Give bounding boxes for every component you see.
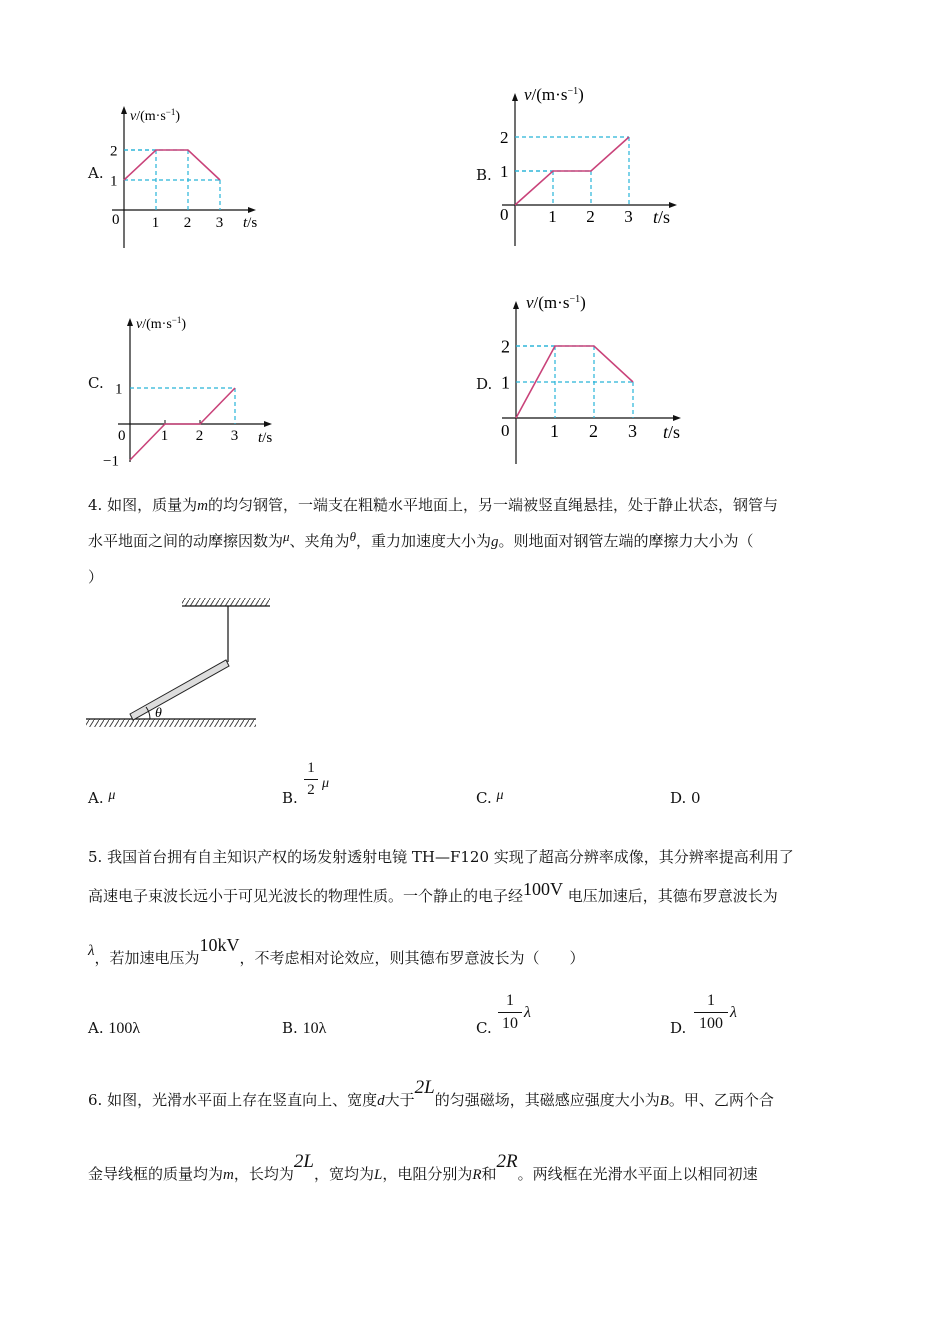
q5-voltage-2: 10kV	[199, 935, 240, 955]
q5-option-c-fraction	[498, 992, 522, 1033]
q4-line2	[88, 531, 753, 552]
graph-a-xtick-3: 3	[215, 215, 224, 231]
option-c-label: C.	[88, 374, 104, 392]
option-b-label: B.	[476, 166, 492, 184]
graph-d-xtick-3: 3	[627, 421, 637, 441]
graph-a-series	[124, 150, 220, 180]
graph-c	[100, 312, 290, 472]
q5-option-d-num: 1	[707, 992, 715, 1009]
q5-option-d-fraction	[694, 992, 728, 1033]
theta-label: θ	[155, 706, 162, 721]
graph-d-xlabel: t/s	[663, 422, 681, 442]
q6-var-R: R	[472, 1167, 482, 1183]
graph-b-ytick-1: 1	[500, 161, 509, 181]
graph-b-ytick-2: 2	[500, 127, 509, 147]
graph-d-ylabel: $v/(m\cdot s^{-1})$	[526, 293, 586, 312]
q5-text-2a: 高速电子束波长远小于可见光波长的物理性质。一个静止的电子经	[88, 887, 524, 905]
ceiling	[182, 598, 270, 606]
q5-option-c-label: C.	[476, 1019, 492, 1037]
q4-var-m: m	[197, 498, 208, 514]
q4-option-a-label: A.	[88, 789, 104, 807]
q4-text-2d: 。则地面对钢管左端的摩擦力大小为（	[498, 532, 754, 550]
q5-option-b	[282, 1018, 326, 1039]
q6-text-2c: ，宽均为	[313, 1165, 374, 1183]
q4-option-b-value: μ	[322, 776, 330, 791]
graph-b-origin: 0	[500, 205, 509, 224]
graph-c-origin: 0	[118, 428, 126, 444]
q6-var-2L-2: 2L	[293, 1151, 314, 1172]
q6-var-2R: 2R	[496, 1151, 518, 1172]
q6-var-L: L	[373, 1167, 383, 1183]
graph-a-xtick-1: 1	[151, 215, 160, 231]
q6-var-B: B	[659, 1093, 669, 1109]
q4-option-c-value: μ	[496, 788, 504, 803]
q5-number: 5.	[88, 848, 103, 866]
q5-option-d-value: λ	[730, 1004, 737, 1021]
option-a-label: A.	[88, 164, 104, 182]
q6-line1	[88, 1077, 774, 1111]
q6-var-m: m	[223, 1167, 234, 1183]
graph-b	[490, 80, 690, 250]
q4-number: 4.	[88, 496, 103, 514]
q4-text-1a: 如图，质量为	[107, 496, 198, 514]
q4-text-2a: 水平地面之间的动摩擦因数为	[88, 532, 284, 550]
graph-c-ytick-neg1: −1	[103, 453, 119, 470]
graph-a-origin: 0	[112, 212, 120, 228]
q5-text-1: 我国首台拥有自主知识产权的场发射透射电镜 TH—F120 实现了超高分辨率成像，其分辨率提高利用了	[107, 848, 794, 866]
steel-pipe	[130, 660, 229, 720]
graph-c-xtick-2: 2	[195, 428, 204, 444]
q5-option-a-value: 100λ	[108, 1020, 141, 1037]
graph-a-ytick-2: 2	[110, 143, 118, 160]
q5-line1	[88, 847, 794, 867]
graph-d-origin: 0	[501, 421, 510, 440]
graph-b-xtick-1: 1	[548, 207, 557, 226]
q5-option-c-den: 10	[502, 1015, 518, 1032]
graph-c-xtick-1: 1	[160, 428, 169, 444]
option-d-label: D.	[476, 375, 493, 393]
graph-a-xlabel: t/s	[243, 215, 258, 231]
q5-option-a-label: A.	[88, 1019, 104, 1037]
q5-voltage-1: 100V	[523, 879, 564, 899]
q4-option-b-num: 1	[307, 760, 315, 776]
q5-option-c-value: λ	[524, 1004, 531, 1021]
q4-option-b-fraction	[304, 760, 318, 799]
q4-figure	[84, 592, 284, 732]
q4-line3: ）	[88, 568, 104, 586]
q4-line1	[88, 495, 778, 516]
graph-a-xtick-2: 2	[183, 215, 192, 231]
q4-text-2c: ，重力加速度大小为	[355, 532, 491, 550]
q6-var-d: d	[377, 1093, 385, 1109]
q5-option-d-den: 100	[699, 1015, 723, 1032]
q4-option-d	[670, 788, 701, 808]
q4-option-b-den: 2	[307, 782, 315, 798]
q5-option-d-label: D.	[670, 1019, 687, 1037]
graph-d	[490, 288, 690, 466]
q5-option-b-label: B.	[282, 1019, 298, 1037]
q5-text-3a: ，若加速电压为	[94, 949, 200, 967]
q5-option-a	[88, 1018, 140, 1039]
q6-text-1d: 。甲、乙两个合	[668, 1091, 774, 1109]
q6-text-1b: 大于	[384, 1091, 415, 1109]
ground	[86, 719, 256, 727]
q5-text-3b: ，不考虑相对论效应，则其德布罗意波长为（ ）	[239, 949, 585, 967]
q6-text-1a: 如图，光滑水平面上存在竖直向上、宽度	[107, 1091, 378, 1109]
q6-text-2b: ，长均为	[233, 1165, 294, 1183]
q5-text-2b: 电压加速后，其德布罗意波长为	[567, 887, 778, 905]
graph-a	[100, 100, 280, 250]
graph-d-ytick-1: 1	[501, 372, 510, 393]
graph-d-ytick-2: 2	[501, 336, 510, 357]
q6-text-2e: 和	[481, 1165, 497, 1183]
graph-a-ylabel: $v/(m\cdot s^{-1})$	[130, 107, 181, 124]
q6-text-2f: 。两线框在光滑水平面上以相同初速	[517, 1165, 758, 1183]
q4-var-mu: μ	[283, 529, 290, 544]
q4-option-a	[88, 788, 115, 810]
q5-lambda: λ	[88, 943, 95, 959]
q6-line2	[88, 1151, 758, 1185]
q5-line3	[88, 935, 585, 969]
graph-b-xtick-3: 3	[624, 207, 633, 226]
graph-c-xtick-3: 3	[230, 428, 239, 444]
q6-var-2L: 2L	[414, 1077, 435, 1098]
graph-c-ylabel: $v/(m\cdot s^{-1})$	[136, 315, 187, 332]
q6-number: 6.	[88, 1091, 103, 1109]
q6-text-2a: 金导线框的质量均为	[88, 1165, 224, 1183]
q4-option-a-value: μ	[108, 788, 116, 803]
q4-option-c-label: C.	[476, 789, 492, 807]
graph-b-ylabel: $v/(m\cdot s^{-1})$	[524, 85, 584, 104]
graph-c-ytick-1: 1	[115, 381, 123, 398]
q4-option-d-value: 0	[691, 789, 701, 807]
q4-text-1b: 的均匀钢管，一端支在粗糙水平地面上，另一端被竖直绳悬挂，处于静止状态，钢管与	[207, 496, 778, 514]
q5-option-c-num: 1	[506, 992, 514, 1009]
q4-var-theta: θ	[349, 529, 356, 544]
graph-c-xlabel: t/s	[258, 430, 273, 446]
graph-a-ytick-1: 1	[110, 173, 118, 190]
q4-option-d-label: D.	[670, 789, 687, 807]
graph-b-xtick-2: 2	[586, 207, 595, 226]
q5-line2	[88, 879, 778, 906]
q6-text-2d: ，电阻分别为	[382, 1165, 473, 1183]
graph-d-xtick-1: 1	[549, 421, 559, 441]
q4-var-g: g	[490, 534, 499, 550]
q4-text-2b: 、夹角为	[289, 532, 350, 550]
q6-text-1c: 的匀强磁场，其磁感应强度大小为	[434, 1091, 660, 1109]
q4-option-b-label: B.	[282, 789, 298, 807]
graph-b-xlabel: t/s	[653, 207, 671, 227]
q5-option-b-value: 10λ	[302, 1020, 327, 1037]
q4-option-c	[476, 788, 504, 810]
graph-d-xtick-2: 2	[588, 421, 598, 441]
